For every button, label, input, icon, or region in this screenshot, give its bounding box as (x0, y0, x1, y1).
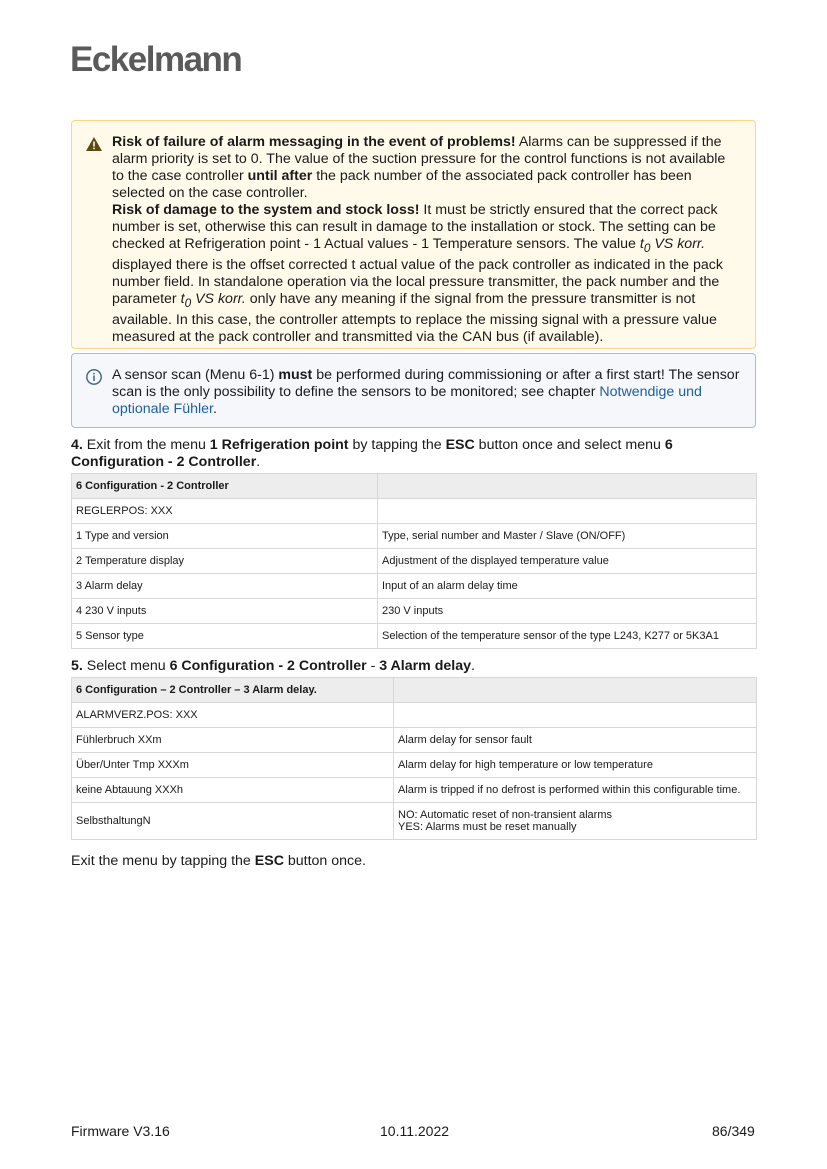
table-header: 6 Configuration – 2 Controller – 3 Alarm delay. (72, 678, 757, 703)
info-icon (85, 368, 103, 386)
alarm-delay-menu-table (71, 677, 757, 840)
warning-paragraph-2: Risk of damage to the system and stock loss! It must be strictly ensured that the correct pack number is set, otherwise this can result in damage to the installation or stock. The setting can be checked at Refrigeration point - 1 Actual values - 1 Temperature sensors. The value $t_0$ VS korr. displayed there is the offset corrected t actual value of the pack controller as indicated in the pack number field. In standalone operation via the local pressure transmitter, the pack number and the parameter $t_0$ VS korr. only have any meaning if the signal from the pressure transmitter is not available. In this case, the controller attempts to replace the missing signal with a pressure value measured at the pack controller and transmitted via the CAN bus (if available). (112, 202, 723, 345)
chapter-link[interactable]: Notwendige und optionale Fühler (112, 384, 702, 417)
warning-paragraph-1: Risk of failure of alarm messaging in the event of problems! Alarms can be suppressed if the alarm priority is set to 0. The value of the suction pressure for the control functions is not available to the case controller until after the pack number of the associated pack controller has been selected on the case controller. (112, 134, 726, 201)
table-row: REGLERPOS: XXX (72, 499, 757, 524)
table-row: 4 230 V inputs 230 V inputs (72, 599, 757, 624)
info-paragraph: A sensor scan (Menu 6-1) must be performed during commissioning or after a first start! The sensor scan is the only possibility to define the sensors to be monitored; see chapter Notwendige und optionale Fühler. (112, 367, 740, 417)
table-row: 3 Alarm delay Input of an alarm delay time (72, 574, 757, 599)
warning-box (71, 120, 756, 349)
footer-firmware: Firmware V3.16 (71, 1123, 170, 1139)
table-header: 6 Configuration - 2 Controller (72, 474, 757, 499)
exit-instruction: Exit the menu by tapping the ESC button once. (71, 853, 366, 869)
info-box (71, 353, 756, 428)
warning-icon (85, 135, 103, 153)
table-row: 1 Type and version Type, serial number and Master / Slave (ON/OFF) (72, 524, 757, 549)
company-logo: Eckelmann (70, 40, 242, 79)
step-4: 4. Exit from the menu 1 Refrigeration point by tapping the ESC button once and select menu 6 Configuration - 2 Controller. (71, 437, 673, 470)
table-row: keine Abtauung XXXh Alarm is tripped if no defrost is performed within this configurable time. (72, 778, 757, 803)
table-row: 2 Temperature display Adjustment of the displayed temperature value (72, 549, 757, 574)
table-row: 5 Sensor type Selection of the temperature sensor of the type L243, K277 or 5K3A1 (72, 624, 757, 649)
footer-page-number: 86/349 (712, 1123, 755, 1139)
controller-menu-table (71, 473, 757, 649)
table-row: SelbsthaltungN NO: Automatic reset of non-transient alarms YES: Alarms must be reset manually (72, 803, 757, 840)
table-row: Fühlerbruch XXm Alarm delay for sensor fault (72, 728, 757, 753)
footer-date: 10.11.2022 (380, 1123, 450, 1139)
step-5: 5. Select menu 6 Configuration - 2 Controller - 3 Alarm delay. (71, 658, 475, 674)
table-row: Über/Unter Tmp XXXm Alarm delay for high temperature or low temperature (72, 753, 757, 778)
table-row: ALARMVERZ.POS: XXX (72, 703, 757, 728)
